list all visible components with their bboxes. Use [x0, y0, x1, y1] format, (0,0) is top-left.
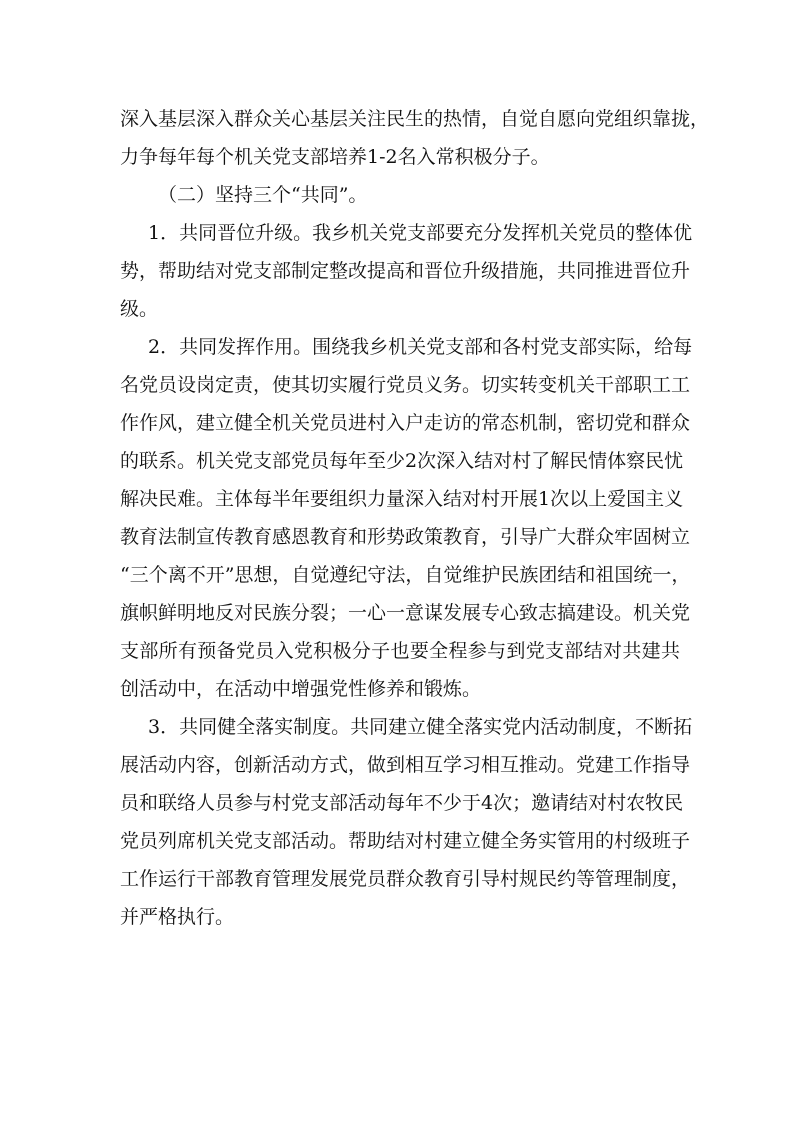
text-line: 员和联络人员参与村党支部活动每年不少于4次；邀请结对村农牧民 — [120, 792, 684, 814]
text-line: 级。 — [120, 298, 159, 320]
text-line: 2．共同发挥作用。围绕我乡机关党支部和各村党支部实际，给每 — [148, 336, 693, 358]
text-line: 教育法制宣传教育感恩教育和形势政策教育，引导广大群众牢固树立 — [120, 526, 691, 548]
text-line: 深入基层深入群众关心基层关注民生的热情，自觉自愿向党组织靠拢， — [120, 108, 710, 130]
text-line: 并严格执行。 — [120, 906, 235, 928]
text-line: 名党员设岗定责，使其切实履行党员义务。切实转变机关干部职工工 — [120, 374, 691, 396]
heading-line: （二）坚持三个“共同”。 — [158, 184, 368, 206]
paragraph-item-1 — [120, 214, 693, 328]
text-line: 3．共同健全落实制度。共同建立健全落实党内活动制度，不断拓 — [148, 716, 693, 738]
text-line: 解决民难。主体每半年要组织力量深入结对村开展1次以上爱国主义 — [120, 488, 684, 510]
text-line: 势，帮助结对党支部制定整改提高和晋位升级措施，共同推进晋位升 — [120, 260, 691, 282]
text-line: 1．共同晋位升级。我乡机关党支部要充分发挥机关党员的整体优 — [148, 222, 693, 244]
text-line: 工作运行干部教育管理发展党员群众教育引导村规民约等管理制度， — [120, 868, 691, 890]
text-line: “三个离不开”思想，自觉遵纪守法，自觉维护民族团结和祖国统一， — [120, 564, 691, 586]
text-line: 展活动内容，创新活动方式，做到相互学习相互推动。党建工作指导 — [120, 754, 691, 776]
text-line: 力争每年每个机关党支部培养1-2名入常积极分子。 — [120, 146, 550, 168]
text-line: 的联系。机关党支部党员每年至少2次深入结对村了解民情体察民忧 — [120, 450, 684, 472]
text-line: 支部所有预备党员入党积极分子也要全程参与到党支部结对共建共 — [120, 640, 680, 662]
paragraph-item-2 — [120, 328, 693, 708]
document-body — [120, 100, 710, 936]
paragraph-continuation — [120, 100, 710, 176]
section-heading — [120, 176, 680, 214]
text-line: 党员列席机关党支部活动。帮助结对村建立健全务实管用的村级班子 — [120, 830, 691, 852]
text-line: 作作风，建立健全机关党员进村入户走访的常态机制，密切党和群众 — [120, 412, 691, 434]
text-line: 创活动中，在活动中增强党性修养和锻炼。 — [120, 678, 482, 700]
paragraph-item-3 — [120, 708, 693, 936]
text-line: 旗帜鲜明地反对民族分裂；一心一意谋发展专心致志搞建设。机关党 — [120, 602, 691, 624]
